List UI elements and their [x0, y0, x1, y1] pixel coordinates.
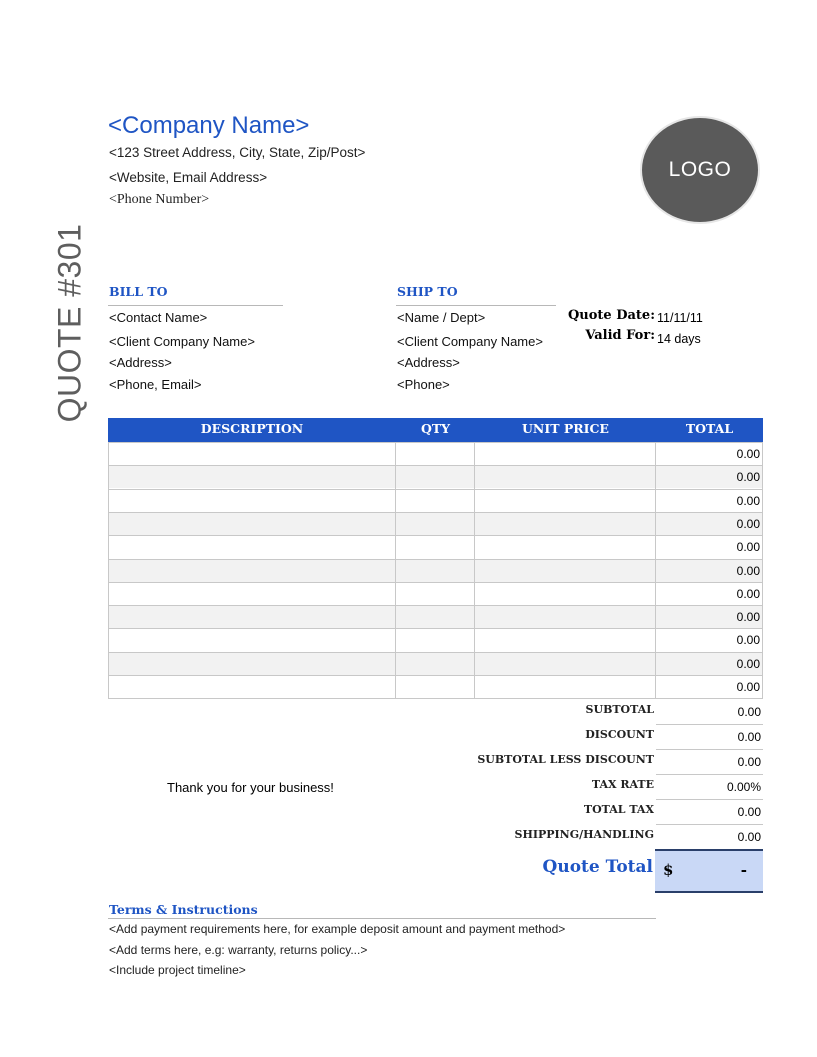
- line-items-table: [108, 418, 763, 699]
- total-label: TOTAL TAX: [583, 803, 654, 816]
- valid-for-label: Valid For:: [585, 328, 655, 343]
- terms-heading: Terms & Instructions: [109, 902, 258, 917]
- total-label: TAX RATE: [591, 778, 654, 791]
- row-total-cell: 0.00: [736, 656, 760, 671]
- company-phone: <Phone Number>: [109, 192, 210, 207]
- terms-divider: [108, 918, 656, 919]
- ship-to-divider: [396, 305, 556, 306]
- header-unit-price: UNIT PRICE: [522, 421, 609, 436]
- total-value[interactable]: 0.00: [737, 805, 761, 819]
- total-value[interactable]: 0.00: [737, 730, 761, 744]
- total-label: SUBTOTAL: [585, 703, 654, 716]
- row-total-cell: 0.00: [736, 540, 760, 555]
- bill-to-address: <Address>: [109, 355, 172, 370]
- total-label: SUBTOTAL LESS DISCOUNT: [477, 753, 654, 766]
- total-divider: [656, 774, 763, 775]
- header-description: DESCRIPTION: [200, 421, 304, 436]
- terms-policy-line: <Add terms here, e.g: warranty, returns policy...>: [109, 943, 368, 957]
- ship-to-heading: SHIP TO: [397, 284, 458, 299]
- table-row[interactable]: [109, 559, 762, 582]
- quote-date-label: Quote Date:: [567, 308, 655, 323]
- terms-payment-line: <Add payment requirements here, for example deposit amount and payment method>: [109, 922, 566, 936]
- total-value[interactable]: 0.00: [737, 830, 761, 844]
- row-total-cell: 0.00: [736, 493, 760, 508]
- total-divider: [656, 724, 763, 725]
- column-divider: [474, 442, 475, 698]
- quote-date-value: 11/11/11: [657, 311, 703, 325]
- total-value[interactable]: 0.00: [737, 755, 761, 769]
- quote-total-label: Quote Total: [542, 857, 653, 877]
- table-header-row: [108, 418, 763, 442]
- table-row[interactable]: [109, 442, 762, 465]
- ship-to-address: <Address>: [397, 355, 460, 370]
- ship-to-name: <Name / Dept>: [397, 310, 486, 325]
- quote-total-box[interactable]: [655, 849, 763, 893]
- total-label: SHIPPING/HANDLING: [514, 828, 654, 841]
- row-total-cell: 0.00: [736, 447, 760, 461]
- row-total-cell: 0.00: [736, 586, 760, 601]
- total-value[interactable]: 0.00: [737, 705, 761, 719]
- table-row[interactable]: [109, 605, 762, 628]
- total-divider: [656, 799, 763, 800]
- column-divider: [655, 442, 656, 698]
- thank-you-message: Thank you for your business!: [167, 780, 334, 795]
- table-row[interactable]: [109, 628, 762, 651]
- row-total-cell: 0.00: [736, 563, 760, 578]
- row-total-cell: 0.00: [736, 633, 760, 648]
- bill-to-company: <Client Company Name>: [109, 334, 255, 349]
- header-total: TOTAL: [685, 421, 734, 436]
- row-total-cell: 0.00: [736, 680, 760, 694]
- total-label: DISCOUNT: [585, 728, 654, 741]
- bill-to-heading: BILL TO: [109, 284, 168, 299]
- company-web-email: <Website, Email Address>: [109, 170, 268, 185]
- column-divider: [395, 442, 396, 698]
- ship-to-company: <Client Company Name>: [397, 334, 543, 349]
- total-value[interactable]: 0.00%: [726, 780, 761, 794]
- row-total-cell: 0.00: [736, 610, 760, 625]
- header-qty: QTY: [420, 421, 451, 436]
- total-divider: [656, 824, 763, 825]
- quote-total-amount: -: [740, 861, 747, 879]
- valid-for-value: 14 days: [657, 332, 701, 346]
- total-divider: [656, 749, 763, 750]
- table-row[interactable]: [109, 652, 762, 675]
- table-row[interactable]: [109, 582, 762, 605]
- terms-timeline-line: <Include project timeline>: [109, 963, 246, 977]
- table-row[interactable]: [109, 465, 762, 488]
- table-row[interactable]: [109, 512, 762, 535]
- company-name: <Company Name>: [108, 112, 310, 139]
- table-row[interactable]: [109, 675, 762, 698]
- ship-to-phone: <Phone>: [397, 377, 450, 392]
- table-row[interactable]: [109, 489, 762, 512]
- logo-text: LOGO: [668, 158, 732, 181]
- bill-to-phone-email: <Phone, Email>: [109, 377, 202, 392]
- quote-total-currency: $: [663, 861, 674, 879]
- bill-to-contact: <Contact Name>: [109, 310, 208, 325]
- row-total-cell: 0.00: [736, 470, 760, 485]
- bill-to-divider: [108, 305, 283, 306]
- quote-number-title: QUOTE #301: [51, 223, 88, 423]
- table-row[interactable]: [109, 535, 762, 558]
- company-address: <123 Street Address, City, State, Zip/Post>: [109, 145, 366, 160]
- row-total-cell: 0.00: [736, 516, 760, 531]
- logo-placeholder: [642, 118, 758, 222]
